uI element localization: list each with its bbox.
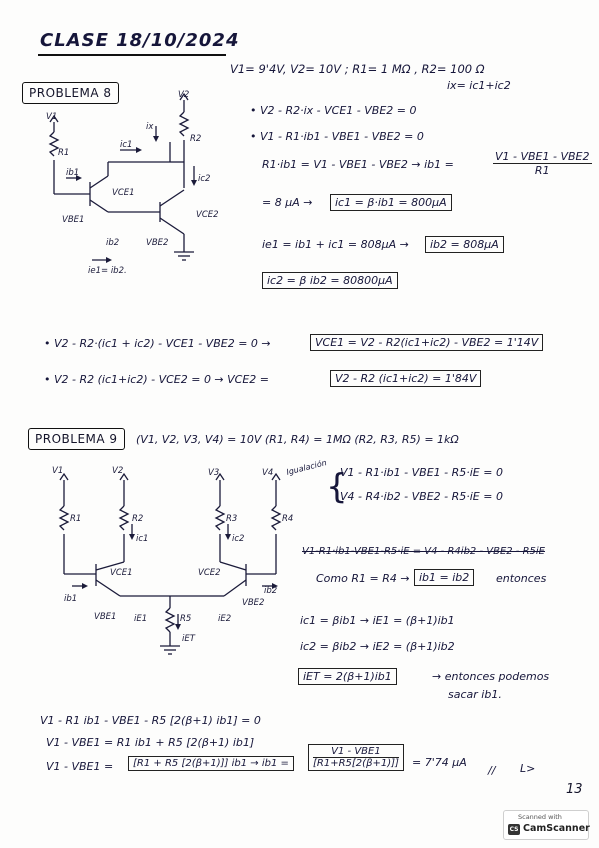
p9-ib1-denominator: [R1+R5[2(β+1)]] [313, 758, 399, 769]
p8-eq6-boxed: ic2 = β ib2 = 80800μA [262, 272, 398, 289]
p9-v2-label: V2 [112, 466, 124, 476]
p8-v2-label: V2 [178, 90, 190, 100]
p8-result1-boxed: VCE1 = V2 - R2(ic1+ic2) - VBE2 = 1'14V [310, 334, 543, 351]
p8-eq4: = 8 μA → [262, 196, 313, 209]
p9-vce1-label: VCE1 [110, 568, 133, 578]
p8-eq3-denominator: R1 [534, 164, 550, 177]
p9-v4-label: V4 [262, 468, 274, 478]
p9-final-eq1: V1 - R1 ib1 - VBE1 - R5 [2(β+1) ib1] = 0 [40, 714, 261, 727]
p9-iet-note2: sacar ib1. [448, 688, 502, 701]
camscanner-caption: Scanned with [518, 813, 562, 821]
p9-ib1-label: ib1 [64, 594, 78, 604]
p9-ib2-label: ib2 [264, 586, 278, 596]
p9-final-eq2: V1 - VBE1 = R1 ib1 + R5 [2(β+1) ib1] [46, 736, 255, 749]
p8-vbe2-label: VBE2 [146, 238, 169, 248]
p8-ic2-label: ic2 [198, 174, 211, 184]
p9-r1-label: R1 [70, 514, 82, 524]
problem8-circuit [40, 90, 230, 280]
p9-ib1-fraction [308, 744, 404, 771]
p8-vbe1-label: VBE1 [62, 215, 85, 225]
p8-r2-label: R2 [190, 134, 202, 144]
p9-iet-label: iET [182, 634, 195, 644]
p9-iet-note1: → entonces podemos [432, 670, 550, 683]
p9-como: Como R1 = R4 → [316, 572, 410, 585]
problem9-circuit [40, 470, 300, 660]
problem8-label: PROBLEMA 8 [29, 86, 112, 100]
p9-iet-boxed: iET = 2(β+1)ib1 [298, 668, 397, 685]
p8-eq3-numerator: V1 - VBE1 - VBE2 [495, 150, 590, 163]
title-underline [38, 54, 226, 56]
p8-eq4-boxed: ic1 = β·ib1 = 800μA [330, 194, 452, 211]
p8-eq2: • V1 - R1·ib1 - VBE1 - VBE2 = 0 [250, 130, 424, 143]
camscanner-name: CamScanner [523, 823, 590, 834]
p9-ib1-result: = 7'74 μA [412, 756, 467, 769]
problem9-label: PROBLEMA 9 [35, 432, 118, 446]
p9-r2-label: R2 [132, 514, 144, 524]
p8-ic1-label: ic1 [120, 140, 133, 150]
p9-system-brace: { [326, 467, 348, 507]
p8-ib1-label: ib1 [66, 168, 80, 178]
p9-igualacion-note: Igualación [285, 458, 328, 477]
camscanner-logo-icon: CS [509, 826, 519, 833]
p9-system-eq2: V4 - R4·ib2 - VBE2 - R5·iE = 0 [340, 490, 503, 503]
p9-ib1-numerator: V1 - VBE1 [313, 746, 399, 758]
problem8-givens: V1= 9'4V, V2= 10V ; R1= 1 MΩ , R2= 100 Ω [230, 62, 485, 76]
p8-vce1-label: VCE1 [112, 188, 135, 198]
p8-result2-boxed: V2 - R2 (ic1+ic2) = 1'84V [330, 370, 481, 387]
p9-next-mark: L> [520, 762, 536, 775]
problem9-label-box [28, 428, 125, 450]
p9-ic1-label: ic1 [136, 534, 149, 544]
problem8-ix-relation: ix= ic1+ic2 [447, 79, 511, 92]
p9-ib-equal-boxed: ib1 = ib2 [414, 569, 474, 586]
p9-v1-label: V1 [52, 466, 64, 476]
p9-system-eq1: V1 - R1·ib1 - VBE1 - R5·iE = 0 [340, 466, 503, 479]
p9-final-eq3-boxed: [R1 + R5 [2(β+1)]] ib1 → ib1 = [128, 756, 294, 771]
p8-ie1-label: ie1= ib2. [88, 266, 127, 276]
p9-entonces: entonces [496, 572, 547, 585]
p9-final-eq3: V1 - VBE1 = [46, 760, 114, 773]
p8-eq1: • V2 - R2·ix - VCE1 - VBE2 = 0 [250, 104, 417, 117]
p9-end-mark: // [488, 764, 496, 777]
p9-ie2-label: iE2 [218, 614, 232, 624]
p8-eq5-boxed: ib2 = 808μA [425, 236, 504, 253]
p8-v1-label: V1 [46, 112, 58, 122]
p9-v3-label: V3 [208, 468, 220, 478]
p8-vce2-label: VCE2 [196, 210, 219, 220]
p8-eq5: ie1 = ib1 + ic1 = 808μA → [262, 238, 409, 251]
p9-vce2-label: VCE2 [198, 568, 221, 578]
p9-r5-label: R5 [180, 614, 192, 624]
camscanner-badge [503, 810, 589, 840]
p8-ix-label: ix [146, 122, 154, 132]
p8-result2: • V2 - R2 (ic1+ic2) - VCE2 = 0 → VCE2 = [44, 373, 270, 386]
p9-ic2-eq: ic2 = βib2 → iE2 = (β+1)ib2 [300, 640, 455, 653]
problem9-givens: (V1, V2, V3, V4) = 10V (R1, R4) = 1MΩ (R2, R3, R5) = 1kΩ [136, 433, 459, 446]
p8-result1: • V2 - R2·(ic1 + ic2) - VCE1 - VBE2 = 0 → [44, 337, 271, 350]
p8-ib2-label: ib2 [106, 238, 120, 248]
p9-ic2-label: ic2 [232, 534, 245, 544]
p9-ie1-label: iE1 [134, 614, 148, 624]
p8-eq3-fraction [493, 150, 592, 177]
page-number: 13 [566, 782, 583, 797]
p8-r1-label: R1 [58, 148, 70, 158]
p9-r4-label: R4 [282, 514, 294, 524]
page-title: CLASE 18/10/2024 [40, 30, 240, 51]
p9-ic1-eq: ic1 = βib1 → iE1 = (β+1)ib1 [300, 614, 455, 627]
p9-vbe2-label: VBE2 [242, 598, 265, 608]
p9-r3-label: R3 [226, 514, 238, 524]
p9-eq-cancel: V1-R1·ib1-VBE1-R5·iE = V4 - R4ib2 - VBE2 - R5iE [302, 546, 545, 557]
p8-eq3: R1·ib1 = V1 - VBE1 - VBE2 → ib1 = [262, 158, 454, 171]
p9-vbe1-label: VBE1 [94, 612, 117, 622]
